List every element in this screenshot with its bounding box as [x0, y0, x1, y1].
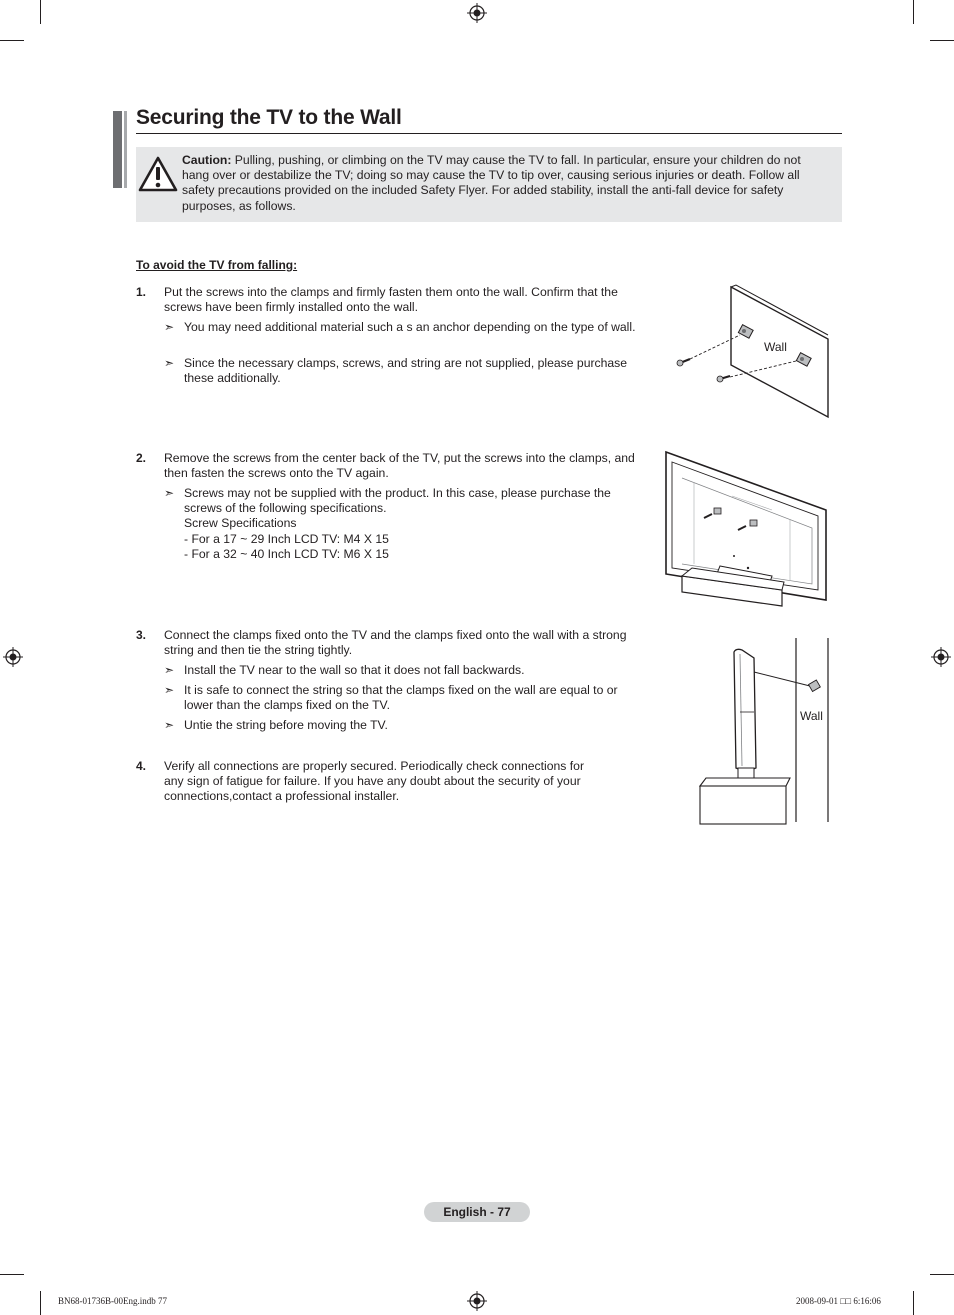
note-arrow-icon: ➣	[164, 663, 175, 677]
step-note	[164, 718, 639, 733]
note-text: Screws may not be supplied with the product. In this case, please purchase the screws of the following specifications. Screw Specifications - For a 17 ~ 29 Inch LCD TV: M4 X 15 - For a 32 ~ 40 Inch LCD TV: M6 X 15	[184, 486, 611, 561]
title-accent-bar	[124, 111, 127, 188]
note-arrow-icon: ➣	[164, 718, 175, 732]
warning-triangle-icon	[138, 156, 178, 192]
step-note	[164, 356, 639, 386]
step-text: Connect the clamps fixed onto the TV and the clamps fixed onto the wall with a strong string and then tie the string tightly.	[164, 628, 627, 658]
crop-mark	[913, 1291, 914, 1315]
crop-mark	[930, 40, 954, 41]
crop-mark	[930, 1274, 954, 1275]
step-number: 1.	[136, 285, 147, 299]
note-text: Install the TV near to the wall so that it does not fall backwards.	[184, 663, 525, 677]
wall-label: Wall	[764, 340, 787, 354]
note-text: Since the necessary clamps, screws, and string are not supplied, please purchase these additionally.	[184, 356, 628, 386]
note-arrow-icon: ➣	[164, 356, 175, 370]
caution-label: Caution:	[182, 153, 232, 167]
page-title: Securing the TV to the Wall	[136, 106, 402, 129]
step-note	[164, 486, 639, 562]
page-number-badge: English - 77	[424, 1202, 530, 1222]
screw-icon	[677, 359, 690, 366]
crop-mark	[0, 40, 24, 41]
note-arrow-icon: ➣	[164, 683, 175, 697]
caution-text	[182, 153, 827, 214]
print-slug-date: 2008-09-01 □□ 6:16:06	[796, 1296, 881, 1306]
step-text: Verify all connections are properly secured. Periodically check connections for any sign of fatigue for failure. If you have any doubt about the security of your connections,contact a professional installer.	[164, 759, 585, 804]
screw-icon	[717, 376, 730, 382]
print-slug-file: BN68-01736B-00Eng.indb 77	[58, 1296, 167, 1306]
step-note	[164, 663, 639, 678]
crop-mark	[40, 0, 41, 24]
clamp-icon	[809, 680, 821, 691]
tv-side-illustration	[696, 636, 836, 826]
step-note	[164, 320, 639, 335]
note-text: You may need additional material such a s an anchor depending on the type of wall.	[184, 320, 636, 334]
registration-mark-icon	[467, 1291, 487, 1311]
title-accent-bar	[113, 111, 122, 188]
crop-mark	[913, 0, 914, 24]
registration-mark-icon	[3, 647, 23, 667]
tv-back-illustration	[662, 448, 832, 610]
note-arrow-icon: ➣	[164, 486, 175, 500]
note-text: Untie the string before moving the TV.	[184, 718, 388, 732]
note-arrow-icon: ➣	[164, 320, 175, 334]
note-text: It is safe to connect the string so that the clamps fixed on the wall are equal to or lower than the clamps fixed on the TV.	[184, 683, 618, 713]
step-text: Remove the screws from the center back of the TV, put the screws into the clamps, and then fasten the screws onto the TV again.	[164, 451, 635, 481]
crop-mark	[40, 1291, 41, 1315]
step-number: 3.	[136, 628, 147, 642]
step-number: 2.	[136, 451, 147, 465]
step-note	[164, 683, 639, 713]
caution-body: Pulling, pushing, or climbing on the TV may cause the TV to fall. In particular, ensure your children do not hang over or destabilize the TV; doing so may cause the TV to tip over, causing serious injuries or death. Follow all safety precautions provided on the included Safety Flyer. For added stability, install the anti-fall device for safety purposes, as follows.	[182, 153, 801, 213]
title-rule	[136, 133, 842, 134]
step-number: 4.	[136, 759, 147, 773]
wall-clamp-illustration	[674, 283, 834, 423]
section-subheading: To avoid the TV from falling:	[136, 258, 298, 272]
wall-label: Wall	[800, 709, 823, 723]
registration-mark-icon	[931, 647, 951, 667]
step-text: Put the screws into the clamps and firmly fasten them onto the wall. Confirm that the screws have been firmly installed onto the wall.	[164, 285, 618, 315]
crop-mark	[0, 1274, 24, 1275]
registration-mark-icon	[467, 3, 487, 23]
